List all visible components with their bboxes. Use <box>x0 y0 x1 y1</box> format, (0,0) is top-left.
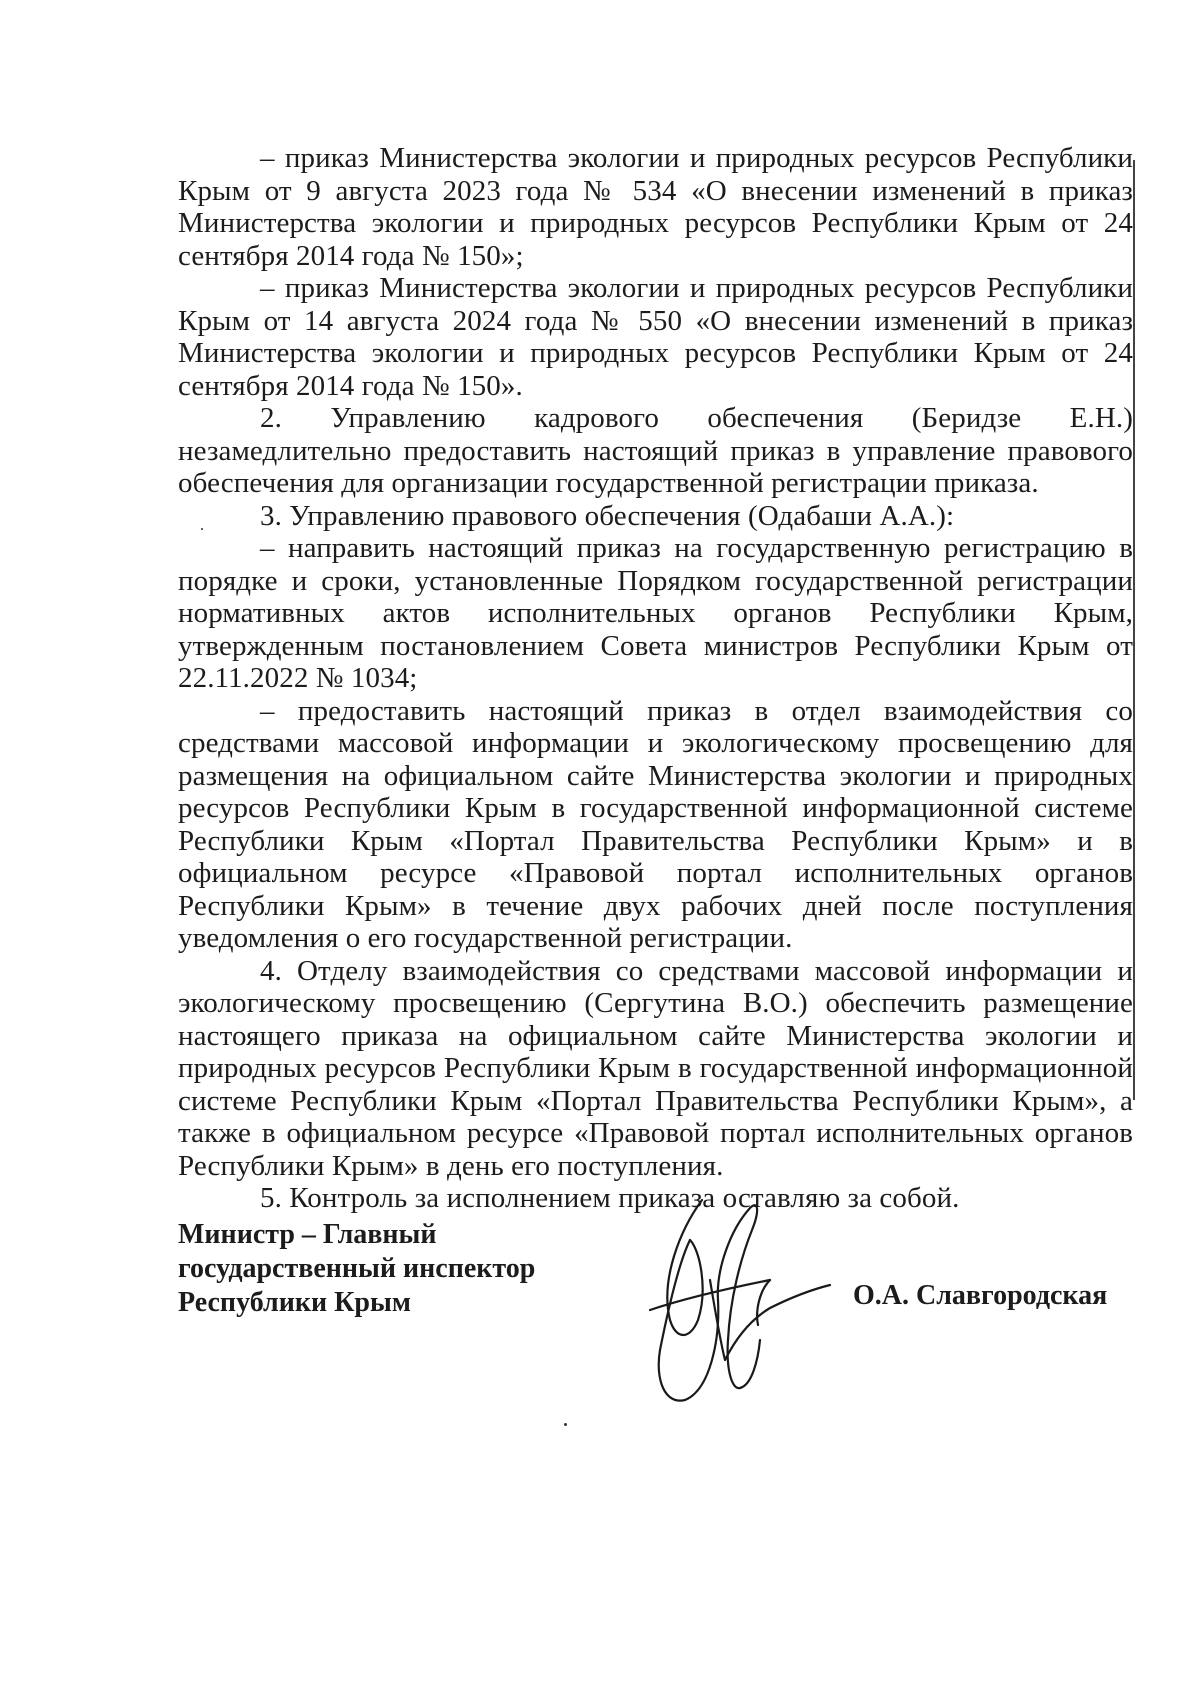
paragraph-item-2: 2. Управлению кадрового обеспечения (Беридзе Е.Н.) незамедлительно предоставить настоящий приказ в управление правового обеспечения для организации государственной регистрации приказа. <box>178 402 1133 499</box>
document-body <box>178 142 1133 1215</box>
paragraph-item-3: 3. Управлению правового обеспечения (Одабаши А.А.): <box>260 499 955 532</box>
scan-speck <box>564 1423 567 1426</box>
handwritten-signature <box>640 1190 840 1420</box>
scan-speck <box>201 528 203 530</box>
signatory-name: О.А. Славгородская <box>853 1280 1108 1311</box>
signatory-title <box>178 1218 535 1320</box>
paragraph-item-5: 5. Контроль за исполнением приказа оставляю за собой. <box>260 1182 960 1214</box>
paragraph-order-534: – приказ Министерства экологии и природных ресурсов Республики Крым от 9 августа 2023 года № 534 «О внесении изменений в приказ Министерства экологии и природных ресурсов Республики Крым от 24 сентября 2014 года № 150»; <box>178 142 1133 272</box>
signatory-title-line-2: государственный инспектор <box>178 1253 536 1284</box>
paragraph-order-550: – приказ Министерства экологии и природных ресурсов Республики Крым от 14 августа 2024 года № 550 «О внесении изменений в приказ Министерства экологии и природных ресурсов Республики Крым от 24 сентября 2014 года № 150». <box>178 272 1133 402</box>
signatory-title-line-3: Республики Крым <box>178 1287 411 1318</box>
signatory-title-line-1: Министр – Главный <box>178 1219 437 1250</box>
paragraph-item-4: 4. Отделу взаимодействия со средствами массовой информации и экологическому просвещению (Сергутина В.О.) обеспечить размещение настоящего приказа на официальном сайте Министерства экологии и природных ресурсов Республики Крым в государственной информационной системе Республики Крым «Портал Правительства Республики Крым», а также в официальном ресурсе «Правовой портал исполнительных органов Республики Крым» в день его поступления. <box>178 954 1133 1182</box>
paragraph-item-3-publication: – предоставить настоящий приказ в отдел взаимодействия со средствами массовой информации и экологическому просвещению для размещения на официальном сайте Министерства экологии и природных ресурсов Республики Крым в государственной информационной системе Республики Крым «Портал Правительства Республики Крым» и в официальном ресурсе «Правовой портал исполнительных органов Республики Крым» в течение двух рабочих дней после поступления уведомления о его государственной регистрации. <box>178 694 1133 954</box>
scan-edge-line <box>1133 160 1135 1100</box>
paragraph-item-3-registration: – направить настоящий приказ на государственную регистрацию в порядке и сроки, установленные Порядком государственной регистрации нормативных актов исполнительных органов Республики Крым, утвержденным постановлением Совета министров Республики Крым от 22.11.2022 № 1034; <box>178 532 1133 694</box>
